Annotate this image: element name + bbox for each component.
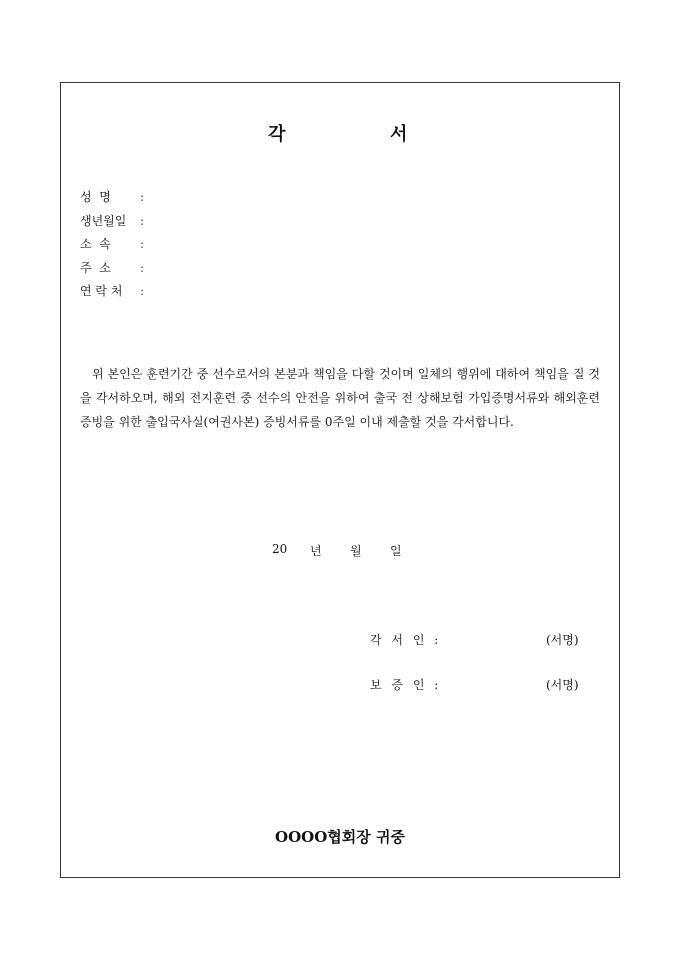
signer-label: 보 증 인 :	[370, 678, 442, 692]
date-line	[0, 542, 680, 558]
field-label: 생년월일	[80, 213, 127, 228]
field-label: 연 락 처	[80, 284, 123, 298]
signature-placeholder: (서명)	[546, 633, 579, 647]
field-label: 주 소	[80, 260, 111, 275]
field-name	[80, 186, 145, 210]
field-colon: :	[140, 237, 145, 251]
signer-guarantor	[370, 676, 590, 692]
date-day: 일	[390, 544, 402, 558]
signature-placeholder: (서명)	[546, 678, 579, 692]
field-affiliation	[80, 233, 145, 257]
date-year: 년	[310, 544, 322, 558]
title-char-2: 서	[390, 124, 408, 145]
pledge-body-text: 위 본인은 훈련기간 중 선수로서의 본분과 책임을 다할 것이며 일체의 행위에 대하여 책임을 질 것을 각서하오며, 해외 전지훈련 중 선수의 안전을 위하여 출국 전 상해보험 가입증명서류와 해외훈련 증빙을 위한 출입국사실(여권사본) 증빙서류를 0주일 이내 제출할 것을 각서합니다.	[80, 367, 600, 429]
field-colon: :	[140, 213, 145, 228]
document-title	[0, 120, 680, 144]
field-colon: :	[140, 284, 145, 298]
field-colon: :	[140, 260, 145, 275]
field-birthdate	[80, 210, 145, 234]
personal-info-fields	[80, 186, 145, 304]
title-char-1: 각	[268, 124, 286, 145]
date-year-prefix: 20	[272, 542, 288, 556]
field-label: 성 명	[80, 190, 111, 204]
signer-pledger	[370, 631, 590, 647]
signer-label: 각 서 인 :	[370, 633, 442, 647]
field-contact	[80, 280, 145, 304]
field-colon: :	[140, 190, 145, 204]
recipient-footer: OOOO협회장 귀중	[275, 828, 405, 846]
field-label: 소 속	[80, 237, 111, 251]
date-month: 월	[350, 544, 362, 558]
field-address	[80, 257, 145, 281]
